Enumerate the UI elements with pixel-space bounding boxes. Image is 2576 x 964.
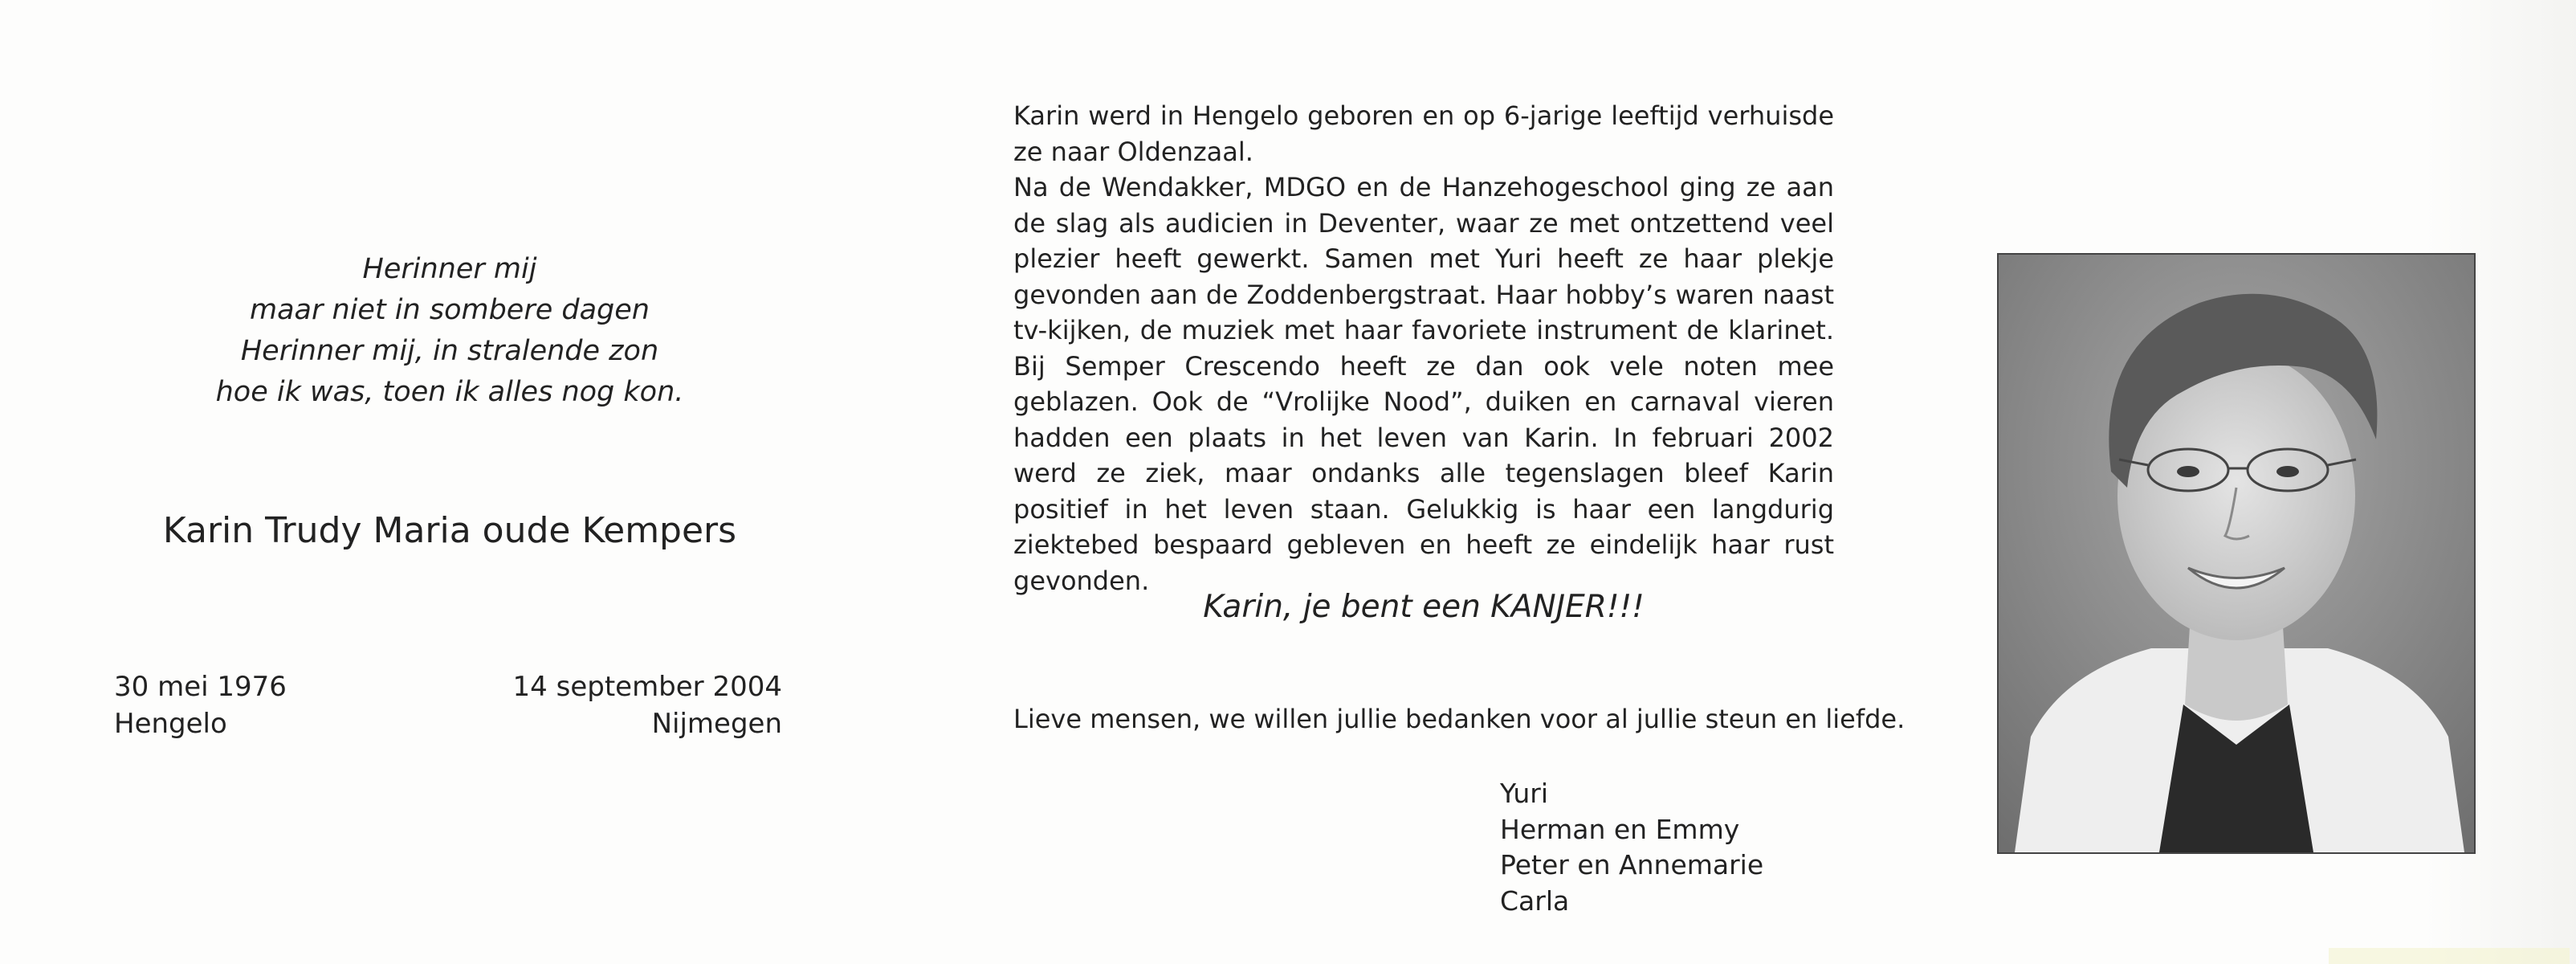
paper-tint xyxy=(2329,948,2570,964)
slogan: Karin, je bent een KANJER!!! xyxy=(1203,589,1645,625)
poem-line: maar niet in sombere dagen xyxy=(250,294,650,326)
biography-paragraph: Karin werd in Hengelo geboren en op 6-jarige leeftijd verhuisde ze naar Oldenzaal. xyxy=(1013,100,1834,167)
poem-line: Herinner mij, in stralende zon xyxy=(240,335,659,367)
deceased-name: Karin Trudy Maria oude Kempers xyxy=(162,510,737,551)
death-place: Nijmegen xyxy=(651,708,782,740)
biography xyxy=(1013,98,1834,598)
signature-name: Yuri xyxy=(1500,778,1549,809)
signature-name: Herman en Emmy xyxy=(1500,813,1740,845)
birth-date: 30 mei 1976 xyxy=(114,671,287,703)
death-info xyxy=(513,668,782,742)
signature-name: Carla xyxy=(1500,884,1570,917)
poem-line: hoe ik was, toen ik alles nog kon. xyxy=(215,376,684,408)
memorial-poem xyxy=(161,249,739,413)
birth-place: Hengelo xyxy=(114,708,227,740)
birth-info xyxy=(114,668,287,742)
signatures xyxy=(1500,776,1763,919)
biography-paragraph: Na de Wendakker, MDGO en de Hanzehogeschool ging ze aan de slag als audicien in Deventer, waar ze met ontzettend veel plezier heeft gewerkt. Samen met Yuri heeft ze haar plekje gevonden aan de Zoddenbergstraat. Haar hobby’s waren naast tv-kijken, de muziek met haar favoriete instrument de klarinet. Bij Semper Crescendo heeft ze dan ook vele noten mee geblazen. Ook de “Vrolijke Nood”, duiken en carnaval vieren hadden een plaats in het leven van Karin. In februari 2002 werd ze ziek, maar ondanks alle tegenslagen bleef Karin positief in het leven staan. Gelukkig is haar een langdurig ziektebed bespaard gebleven en heeft ze eindelijk haar rust gevonden. xyxy=(1013,172,1834,596)
poem-line: Herinner mij xyxy=(362,253,537,285)
portrait-icon xyxy=(1999,255,2474,852)
signature-name: Peter en Annemarie xyxy=(1500,849,1764,880)
death-date: 14 september 2004 xyxy=(512,671,782,703)
portrait-photo xyxy=(1997,253,2476,854)
thanks-message: Lieve mensen, we willen jullie bedanken voor al jullie steun en liefde. xyxy=(1013,704,1906,734)
